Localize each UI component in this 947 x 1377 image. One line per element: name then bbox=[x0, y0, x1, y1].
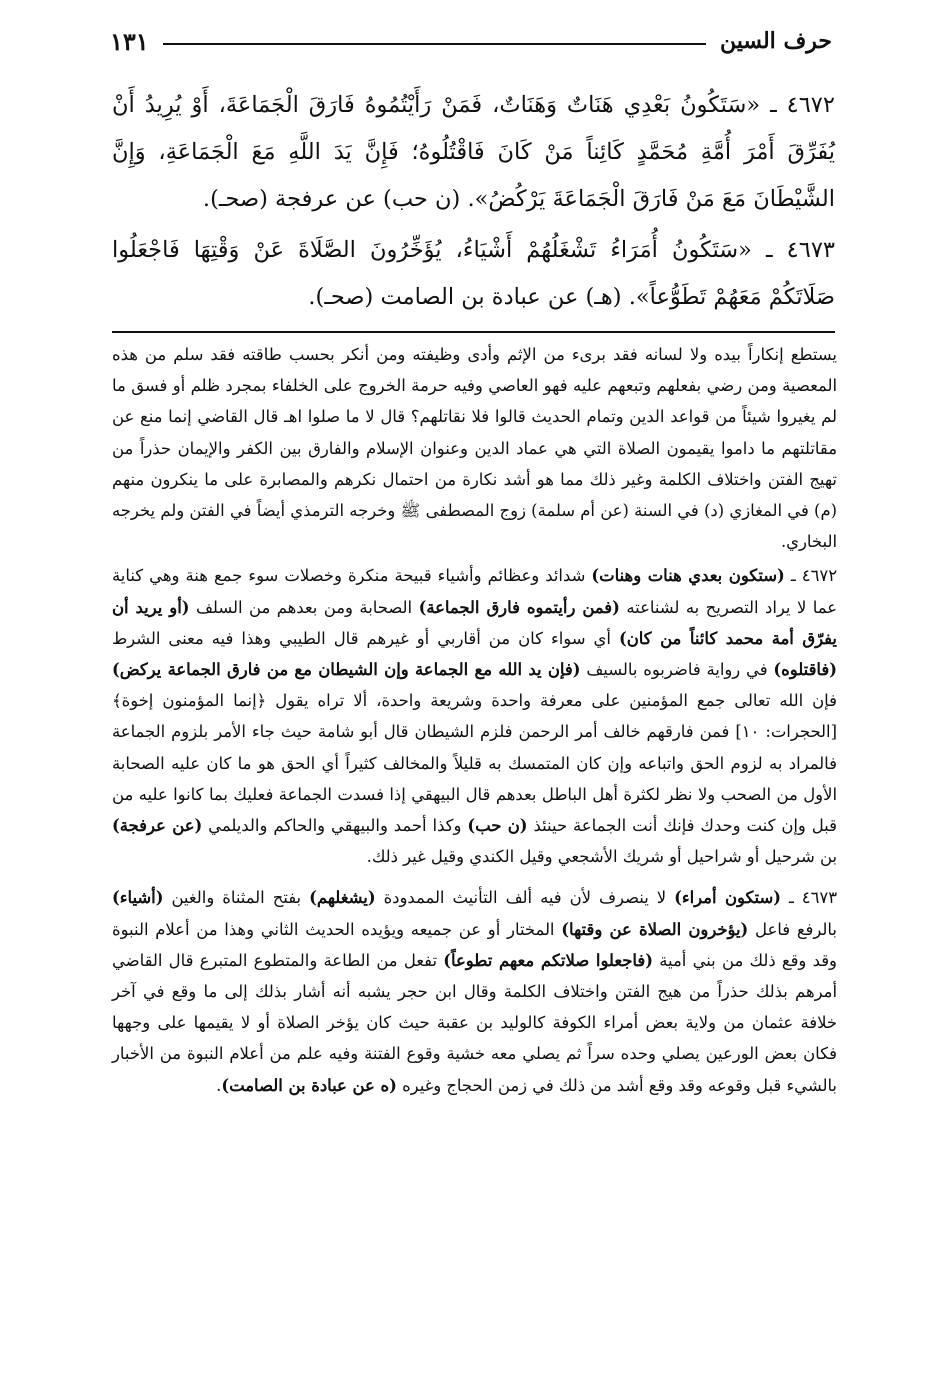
page-header bbox=[110, 26, 832, 56]
quoted-phrase: (يشغلهم) bbox=[309, 888, 376, 908]
commentary-number: ٤٦٧٣ ـ bbox=[788, 888, 837, 908]
section-divider bbox=[112, 331, 835, 333]
quoted-phrase: (ن حب) bbox=[467, 816, 528, 836]
quoted-phrase: (فاقتلوه) bbox=[773, 660, 837, 680]
quoted-phrase: (أو يريد أن يفرّق أمة محمد كائناً من كان) bbox=[112, 597, 837, 648]
quoted-phrase: (فاجعلوا صلاتكم معهم تطوعاً) bbox=[443, 950, 653, 970]
hadith-source: (هـ) عن عبادة بن الصامت (صحـ). bbox=[308, 284, 622, 310]
quoted-phrase: (أشياء) bbox=[112, 888, 164, 908]
quoted-phrase: (ستكون أمراء) bbox=[674, 888, 781, 908]
commentary-number: ٤٦٧٢ ـ bbox=[790, 566, 837, 586]
hadith-text: «سَتَكُونُ أُمَرَاءُ تَشْغَلُهُمْ أَشْيَاءُ، يُؤَخِّرُونَ الصَّلَاةَ عَنْ وَقْتِهَا فَاجْعَلُوا صَلَاتَكُمْ مَعَهُمْ تَطَوُّعاً». bbox=[112, 237, 835, 310]
quoted-phrase: (عن عرفجة) bbox=[112, 816, 203, 836]
hadith-source: (ن حب) عن عرفجة (صحـ). bbox=[202, 186, 461, 212]
chapter-title: حرف السين bbox=[719, 28, 832, 54]
quoted-phrase: (ه عن عبادة بن الصامت) bbox=[221, 1075, 397, 1095]
commentary-paragraph: ٤٦٧٢ ـ (ستكون بعدي هنات وهنات) شدائد وعظائم وأشياء قبيحة منكرة وخصلات سوء جمع هنة وهي كناية عما لا يراد التصريح به لشناعته (فمن رأيتموه فارق الجماعة) الصحابة ومن بعدهم من السلف (أو يريد أن يفرّق أمة محمد كائناً من كان) أي سواء كان من أقاربي أو غيرهم قال الطيبي وهذا فيه معنى الشرط (فاقتلوه) في رواية فاضربوه بالسيف (فإن يد الله مع الجماعة وإن الشيطان مع من فارق الجماعة يركض) فإن الله تعالى جمع المؤمنين على معرفة واحدة وشريعة واحدة، ألا تراه يقول ﴿إنما المؤمنون إخوة﴾ [الحجرات: ١٠] فمن فارقهم خالف أمر الرحمن فلزم الشيطان قال أبو شامة حيث جاء الأمر بلزوم الجماعة فالمراد به لزوم الحق واتباعه وإن كان المتمسك به قليلاً والمخالف كثيراً أي الحق هو ما كان عليه الصحابة الأول من الصحب ولا نظر لكثرة أهل الباطل بعدهم قال البيهقي إذا فسدت الجماعة فعليك بما كانوا عليه من قبل وإن كنت وحدك فإنك أنت الجماعة حينئذ (ن حب) وكذا أحمد والبيهقي والحاكم والديلمي (عن عرفجة) بن شرحيل أو شراحيل أو شريك الأشجعي وقيل الكندي وقيل غير ذلك. bbox=[112, 566, 837, 867]
commentary-paragraph: يستطع إنكاراً بيده ولا لسانه فقد برىء من الإثم وأدى وظيفته ومن أنكر بحسب طاقته فقد سلم من هذه المعصية ومن رضي بفعلهم وتبعهم عليه فهو العاصي وفيه حرمة الخروج على الخلفاء بمجرد ظلم أو فسق ما لم يغيروا شيئاً من قواعد الدين وتمام الحديث قالوا فلا نقاتلهم؟ قال لا ما صلوا اهـ قال القاضي إنما منع عن مقاتلتهم ما داموا يقيمون الصلاة التي هي عماد الدين وعنوان الإسلام والفارق بين الكفر والإيمان حذراً من تهيج الفتن واختلاف الكلمة وغير ذلك مما هو أشد نكارة من احتمال نكرهم والمصابرة على ما ينكرون منهم (م) في المغازي (د) في السنة (عن أم سلمة) زوج المصطفى ﷺ وخرجه الترمذي أيضاً في الفتن ولم يخرجه البخاري. bbox=[112, 345, 837, 552]
hadith-text-section bbox=[112, 82, 835, 325]
commentary-section bbox=[112, 339, 837, 1104]
quoted-phrase: (فإن يد الله مع الجماعة وإن الشيطان مع من فارق الجماعة يركض) bbox=[112, 660, 581, 680]
quoted-phrase: (يؤخرون الصلاة عن وقتها) bbox=[561, 919, 749, 939]
hadith-entry: ٤٦٧٣ ـ «سَتَكُونُ أُمَرَاءُ تَشْغَلُهُمْ أَشْيَاءُ، يُؤَخِّرُونَ الصَّلَاةَ عَنْ وَقْتِهَا فَاجْعَلُوا صَلَاتَكُمْ مَعَهُمْ تَطَوُّعاً». (هـ) عن عبادة بن الصامت (صحـ). bbox=[112, 237, 835, 310]
commentary-paragraph: ٤٦٧٣ ـ (ستكون أمراء) لا ينصرف لأن فيه ألف التأنيث الممدودة (يشغلهم) بفتح المثناة والغين (أشياء) بالرفع فاعل (يؤخرون الصلاة عن وقتها) المختار أو عن جميعه ويؤيده الحديث الثاني وهذا من أعلام النبوة وقد وقع ذلك من بني أمية (فاجعلوا صلاتكم معهم تطوعاً) تفعل من الطاعة والمتطوع المتبرع قال القاضي أمرهم بذلك حذراً من هيج الفتن واختلاف الكلمة وقال ابن حجر يشبه أنه أشار بذلك إلى ما وقع في آخر خلافة عثمان من ولاية بعض أمراء الكوفة كالوليد بن عقبة حيث كان يؤخر الصلاة أو لا يقيمها على وجهها فكان بعض الورعين يصلي وحده سراً ثم يصلي معه خشية وقوع الفتنة وفيه علم من أعلام النبوة من الأخبار بالشيء قبل وقوعه وقد وقع أشد من ذلك في زمن الحجاج وغيره (ه عن عبادة بن الصامت). bbox=[112, 888, 837, 1095]
hadith-number: ٤٦٧٢ bbox=[786, 92, 835, 118]
header-rule bbox=[163, 43, 706, 45]
hadith-text: «سَتَكُونُ بَعْدِي هَنَاتٌ وَهَنَاتٌ، فَمَنْ رَأَيْتُمُوهُ فَارَقَ الْجَمَاعَةَ، أَوْ يُرِيدُ أَنْ يُفَرِّقَ أَمْرَ أُمَّةِ مُحَمَّدٍ كَائِناً مَنْ كَانَ فَاقْتُلُوهُ؛ فَإِنَّ يَدَ اللَّهِ مَعَ الْجَمَاعَةِ، وَإِنَّ الشَّيْطَانَ مَعَ مَنْ فَارَقَ الْجَمَاعَةَ يَرْكُضُ». bbox=[112, 92, 835, 212]
hadith-number: ٤٦٧٣ bbox=[786, 237, 835, 263]
quoted-phrase: (فمن رأيتموه فارق الجماعة) bbox=[418, 597, 620, 617]
quoted-phrase: (ستكون بعدي هنات وهنات) bbox=[591, 566, 785, 586]
page-number: ١٣١ bbox=[110, 26, 149, 56]
hadith-entry: ٤٦٧٢ ـ «سَتَكُونُ بَعْدِي هَنَاتٌ وَهَنَاتٌ، فَمَنْ رَأَيْتُمُوهُ فَارَقَ الْجَمَاعَةَ، أَوْ يُرِيدُ أَنْ يُفَرِّقَ أَمْرَ أُمَّةِ مُحَمَّدٍ كَائِناً مَنْ كَانَ فَاقْتُلُوهُ؛ فَإِنَّ يَدَ اللَّهِ مَعَ الْجَمَاعَةِ، وَإِنَّ الشَّيْطَانَ مَعَ مَنْ فَارَقَ الْجَمَاعَةَ يَرْكُضُ». (ن حب) عن عرفجة (صحـ). bbox=[112, 92, 835, 212]
